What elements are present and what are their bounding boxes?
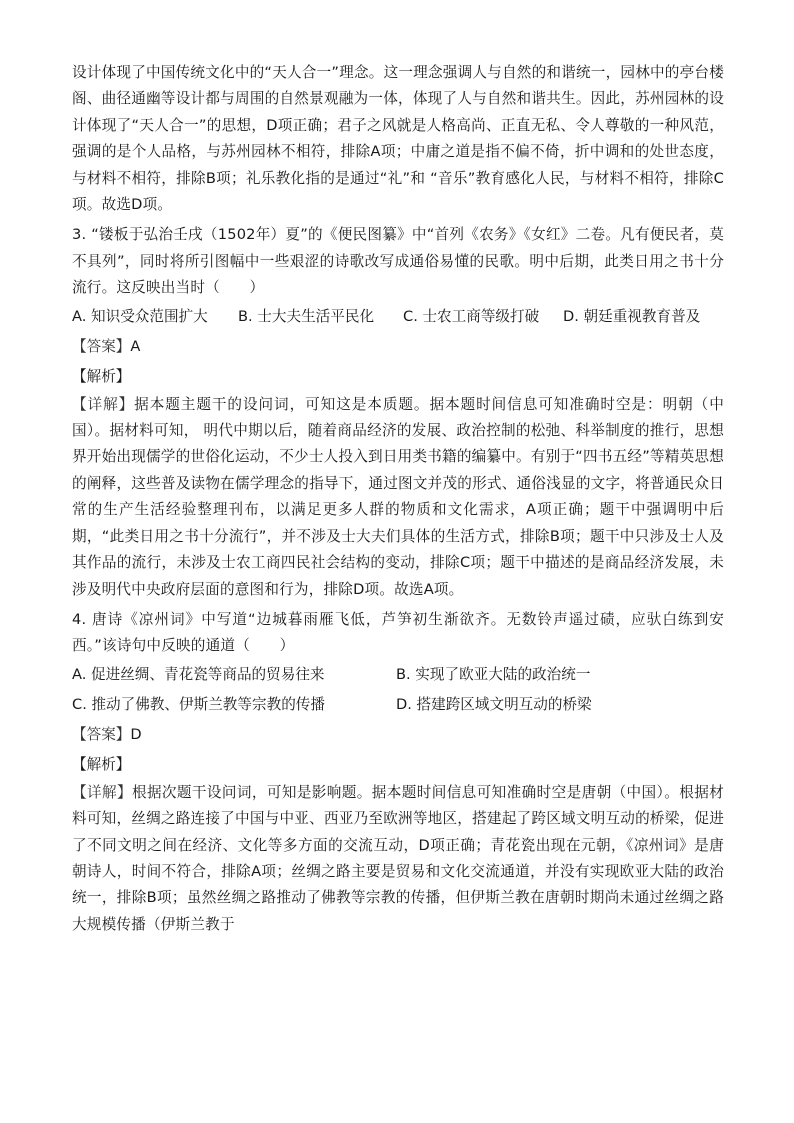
answer-value: A — [130, 337, 141, 355]
detail-text: 据本题主题干的设问词，可知这是本质题。据本题时间信息可知准确时空是：明朝（中国）。据材料可知， 明代中期以后，随着商品经济的发展、政治控制的松弛、科举制度的推行，思想界开始出现儒学的世俗化运动，不少士人投入到日用类书籍的编纂中。有别于“四书五经”等精英思想的阐释，这些普及读物在儒学理念的指导下，通过图文并茂的形式、通俗浅显的文字，将普通民众日常的生产生活经验整理刊布，以满足更多人群的物质和文化需求，A项正确；题干中强调明中后期，“此类日用之书十分流行”，并不涉及士大夫们具体的生活方式，排除B项；题干中只涉及士人及其作品的流行，未涉及士农工商四民社会结构的变动，排除C项；题干中描述的是商品经济发展，未涉及明代中央政府层面的意图和行为，排除D项。故选A项。 — [72, 395, 724, 598]
answer-label: 【答案】 — [72, 337, 131, 355]
q4-answer — [72, 720, 724, 750]
q4-option-d: D. 搭建跨区域文明互动的桥梁 — [396, 695, 592, 713]
q4-detail — [72, 780, 724, 938]
q4-option-b: B. 实现了欧亚大陆的政治统一 — [396, 665, 591, 683]
q4-stem: 4. 唐诗《凉州词》中写道“边城暮雨雁飞低，芦笋初生渐欲齐。无数铃声遥过碛，应驮白练到安西。”该诗句中反映的通道（ ） — [72, 610, 724, 655]
detail-label: 【详解】 — [72, 395, 135, 413]
q3-detail — [72, 392, 724, 603]
document-page — [72, 60, 724, 938]
q4-analysis-label: 【解析】 — [72, 755, 131, 773]
q4-option-c: C. 推动了佛教、伊斯兰教等宗教的传播 — [72, 695, 325, 713]
q3-options — [72, 302, 724, 332]
q3-option-c: C. 士农工商等级打破 — [403, 307, 540, 325]
q3-answer — [72, 332, 724, 362]
q3-option-a: A. 知识受众范围扩大 — [72, 307, 208, 325]
answer-value: D — [130, 725, 142, 743]
prev-explanation: 设计体现了中国传统文化中的“天人合一”理念。这一理念强调人与自然的和谐统一，园林中的亭台楼阁、曲径通幽等设计都与周围的自然景观融为一体，体现了人与自然和谐共生。因此，苏州园林的设计体现了“天人合一”的思想，D项正确；君子之风就是人格高尚、正直无私、令人尊敬的一种风范，强调的是个人品格，与苏州园林不相符，排除A项；中庸之道是指不偏不倚，折中调和的处世态度，与材料不相符，排除B项；礼乐教化指的是通过“礼”和 “音乐”教育感化人民，与材料不相符，排除C项。故选D项。 — [72, 64, 724, 214]
q4-options-row1 — [72, 660, 724, 690]
q3-option-d: D. 朝廷重视教育普及 — [563, 307, 701, 325]
q3-analysis-label: 【解析】 — [72, 367, 131, 385]
detail-label: 【详解】 — [72, 783, 132, 801]
q4-options-row2 — [72, 690, 724, 720]
q4-option-a: A. 促进丝绸、青花瓷等商品的贸易往来 — [72, 665, 325, 683]
detail-text: 根据次题干设问词，可知是影响题。据本题时间信息可知准确时空是唐朝（中国）。根据材料可知，丝绸之路连接了中国与中亚、西亚乃至欧洲等地区，搭建起了跨区域文明互动的桥梁，促进了不同文明之间在经济、文化等多方面的交流互动，D项正确；青花瓷出现在元朝，《凉州词》是唐朝诗人，时间不符合，排除A项；丝绸之路主要是贸易和文化交流通道，并没有实现欧亚大陆的政治统一，排除B项；虽然丝绸之路推动了佛教等宗教的传播，但伊斯兰教在唐朝时期尚未通过丝绸之路大规模传播（伊斯兰教于 — [72, 783, 724, 933]
q3-stem: 3. “镂板于弘治壬戌（1502年）夏”的《便民图纂》中“首列《农务》《女红》二卷。凡有便民者，莫不具列”，同时将所引图幅中一些艰涩的诗歌改写成通俗易懂的民歌。明中后期，此类日用之书十分流行。这反映出当时（ ） — [72, 226, 724, 297]
q3-option-b: B. 士大夫生活平民化 — [238, 307, 375, 325]
answer-label: 【答案】 — [72, 725, 131, 743]
